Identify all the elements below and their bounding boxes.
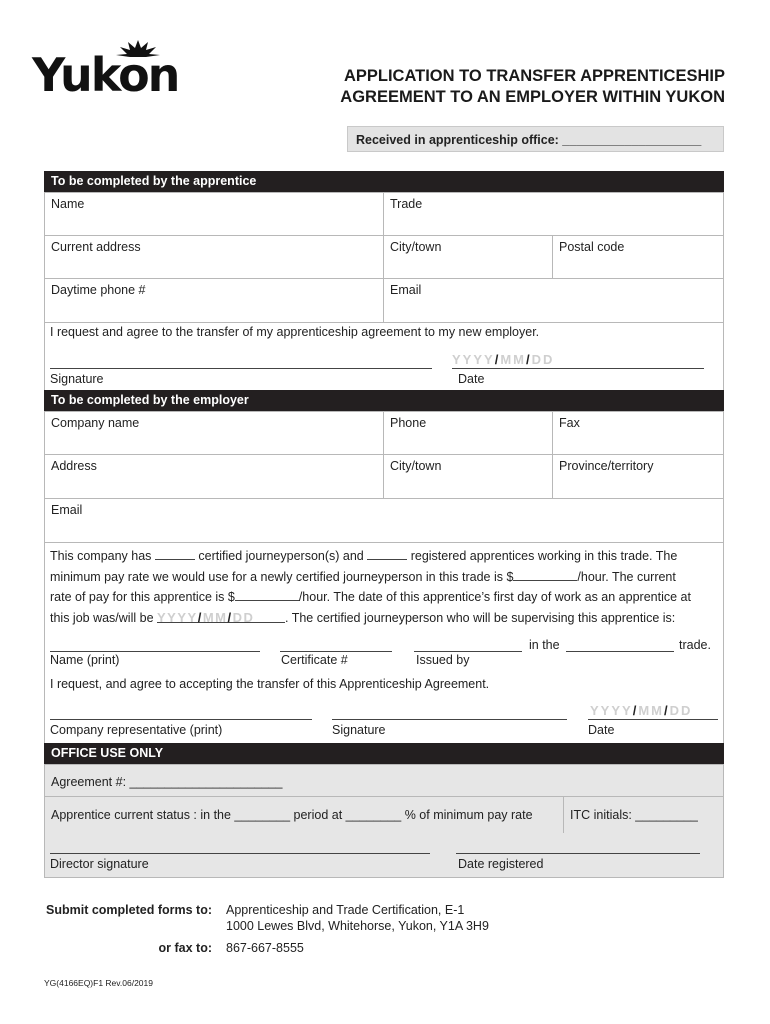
yukon-logo: [32, 40, 177, 110]
certificate-label: Certificate #: [281, 653, 348, 667]
trade-label: trade.: [679, 638, 711, 652]
apprentice-date-placeholder: YYYY/MM/DD: [452, 352, 555, 367]
employer-date-line[interactable]: [588, 719, 718, 720]
submit-address-line2: 1000 Lewes Blvd, Whitehorse, Yukon, Y1A 3H9: [226, 919, 489, 933]
agreement-number-field[interactable]: Agreement #: ______________________: [44, 764, 724, 797]
employer-paragraph: This company has certified journeyperson(s) and registered apprentices working in this trade. The minimum pay rate we would use for a newly certified journeyperson in this trade is $ /hour. The current rate of pay for this apprentice is $ /hour. The date of this apprentice’s first day of work as an apprentice at this job was/will be YYYY/MM/DD . The certified journeyperson who will be supervising this apprentice is:: [50, 549, 691, 625]
first-day-date-blank[interactable]: YYYY/MM/DD: [157, 608, 285, 623]
apprentice-status-field[interactable]: Apprentice current status : in the ________ period at ________ % of minimum pay rate: [44, 796, 564, 834]
date-registered-line[interactable]: [456, 853, 700, 854]
employer-email-field[interactable]: Email: [44, 498, 724, 543]
apprentice-signature-label: Signature: [50, 372, 104, 386]
apprentice-address-field[interactable]: Current address: [44, 235, 384, 279]
journeyperson-name-line[interactable]: [50, 651, 260, 652]
fax-number: 867-667-8555: [226, 941, 304, 955]
director-signature-line[interactable]: [50, 853, 430, 854]
employer-date-label: Date: [588, 723, 615, 737]
certificate-number-line[interactable]: [280, 651, 392, 652]
employer-request-text: I request, and agree to accepting the transfer of this Apprenticeship Agreement.: [50, 677, 490, 691]
in-the-label: in the: [529, 638, 560, 652]
employer-address-field[interactable]: Address: [44, 454, 384, 499]
page-title: APPLICATION TO TRANSFER APPRENTICESHIP AGREEMENT TO AN EMPLOYER WITHIN YUKON: [340, 67, 725, 106]
company-rep-label: Company representative (print): [50, 723, 223, 737]
apprentice-name-field[interactable]: Name: [44, 192, 384, 236]
submit-label: Submit completed forms to:: [46, 903, 212, 917]
apprentice-request-text: I request and agree to the transfer of my apprenticeship agreement to my new employer.: [50, 325, 540, 339]
employer-signature-line[interactable]: [332, 719, 567, 720]
received-stamp-box: Received in apprenticeship office: ____________________: [347, 126, 724, 152]
apprentice-phone-field[interactable]: Daytime phone #: [44, 278, 384, 323]
journeyperson-rate-blank[interactable]: [513, 568, 577, 581]
itc-initials-field[interactable]: ITC initials: _________: [563, 796, 724, 834]
apprentice-email-field[interactable]: Email: [383, 278, 724, 323]
employer-province-field[interactable]: Province/territory: [552, 454, 724, 499]
apprentice-signature-line[interactable]: [50, 368, 432, 369]
supervisor-trade-line[interactable]: [566, 651, 674, 652]
journeyperson-count-blank[interactable]: [155, 547, 195, 560]
submit-address-line1: Apprenticeship and Trade Certification, E-1: [226, 903, 465, 917]
apprentice-postal-field[interactable]: Postal code: [552, 235, 724, 279]
apprentice-date-label: Date: [458, 372, 485, 386]
employer-section-header: To be completed by the employer: [44, 390, 724, 411]
issued-by-label: Issued by: [416, 653, 470, 667]
apprentice-rate-blank[interactable]: [235, 588, 299, 601]
apprentice-city-field[interactable]: City/town: [383, 235, 553, 279]
apprentice-date-line[interactable]: [452, 368, 704, 369]
apprentice-count-blank[interactable]: [367, 547, 407, 560]
apprentice-trade-field[interactable]: Trade: [383, 192, 724, 236]
employer-city-field[interactable]: City/town: [383, 454, 553, 499]
director-signature-label: Director signature: [50, 857, 149, 871]
name-print-label: Name (print): [50, 653, 120, 667]
company-name-field[interactable]: Company name: [44, 411, 384, 455]
employer-signature-label: Signature: [332, 723, 386, 737]
logo-wordmark: Yukon: [32, 48, 179, 102]
form-revision: YG(4166EQ)F1 Rev.06/2019: [44, 978, 153, 988]
employer-phone-field[interactable]: Phone: [383, 411, 553, 455]
company-rep-line[interactable]: [50, 719, 312, 720]
employer-fax-field[interactable]: Fax: [552, 411, 724, 455]
date-registered-label: Date registered: [458, 857, 544, 871]
issued-by-line[interactable]: [414, 651, 522, 652]
office-section-header: OFFICE USE ONLY: [44, 743, 724, 764]
fax-label: or fax to:: [158, 941, 212, 955]
apprentice-section-header: To be completed by the apprentice: [44, 171, 724, 192]
office-signature-block: [44, 833, 724, 878]
employer-date-placeholder: YYYY/MM/DD: [590, 703, 693, 718]
